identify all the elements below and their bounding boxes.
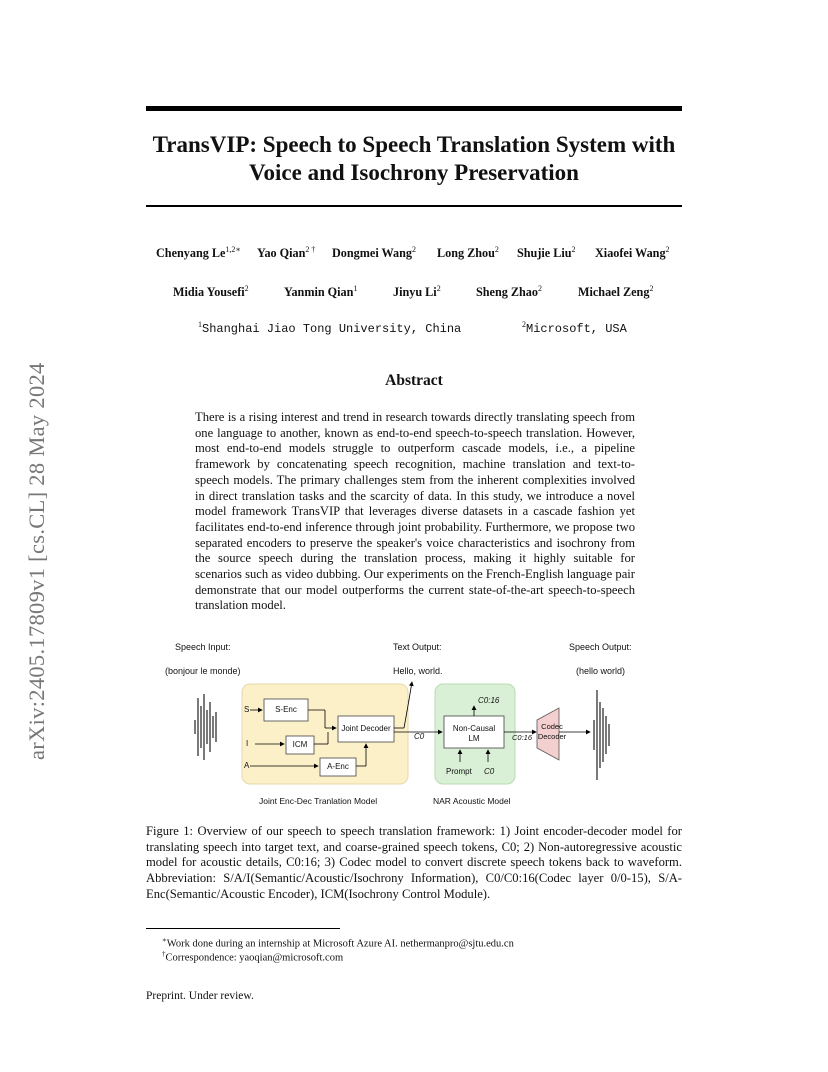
author-xiaofei-wang: Xiaofei Wang$^2$ bbox=[595, 245, 670, 261]
author-michael-zeng: Michael Zeng$^2$ bbox=[578, 284, 654, 300]
input-s-label: S bbox=[244, 705, 250, 714]
s-enc-label: S-Enc bbox=[275, 705, 297, 714]
arxiv-stamp: arXiv:2405.17809v1 [cs.CL] 28 May 2024 bbox=[24, 362, 49, 760]
affiliation-2: $^2$Microsoft, USA bbox=[522, 320, 627, 336]
abstract-text: There is a rising interest and trend in research towards directly translating speech from one language to another, known as end-to-end speech-to-speech translation. However, most end-to-end models struggle to outperform cascade models, i.e., a pipeline framework by concatenating speech recognition, machine translation and text-to-speech models. The primary challenges stem from the inherent complexities involved in direct translation tasks and the scarcity of data. In this study, we introduce a novel model framework TransVIP that leverages diverse datasets in a cascade fashion yet facilitates end-to-end inference through joint probability. Furthermore, we propose two separated encoders to preserve the speaker's voice characteristics and isochrony from the source speech during the translation process, making it highly suitable for scenarios such as video dubbing. Our experiments on the French-English language pair demonstrate that our model outperforms the current state-of-the-art speech-to-speech translation model. bbox=[195, 410, 635, 613]
output-waveform bbox=[594, 690, 609, 780]
author-long-zhou: Long Zhou$^2$ bbox=[437, 245, 499, 261]
author-chenyang-le: Chenyang $Le^{1,2∗}$ bbox=[156, 245, 241, 261]
footnote-1: ∗Work done during an internship at Microsoft Azure AI. nethermanpro@sjtu.edu.cn bbox=[162, 936, 514, 950]
input-i-label: I bbox=[246, 739, 249, 748]
non-causal-lm-label: Non-Causal LM bbox=[452, 724, 496, 743]
paper-title bbox=[146, 131, 682, 187]
author-dongmei-wang: Dongmei Wang$^2$ bbox=[332, 245, 417, 261]
author-jinyu-li: Jinyu Li$^2$ bbox=[393, 284, 441, 300]
preprint-note: Preprint. Under review. bbox=[146, 990, 254, 1002]
title-bottom-rule bbox=[146, 205, 682, 207]
text-output-text: Hello, world. bbox=[393, 666, 443, 676]
author-shujie-liu: Shujie Liu$^2$ bbox=[517, 245, 576, 261]
codec-decoder-label: Codec Decoder bbox=[537, 722, 567, 741]
author-sheng-zhao: Sheng Zhao$^2$ bbox=[476, 284, 542, 300]
footnote-2: †Correspondence: yaoqian@microsoft.com bbox=[162, 950, 344, 964]
joint-model-caption: Joint Enc-Dec Tranlation Model bbox=[259, 796, 378, 806]
author-midia-yousefi: Midia Yousefi$^2$ bbox=[173, 284, 249, 300]
footnote-rule bbox=[146, 928, 340, 929]
c0-label-nar: C0 bbox=[484, 767, 495, 776]
speech-output-text: (hello world) bbox=[576, 666, 626, 676]
title-top-rule bbox=[146, 106, 682, 111]
c0-16-label-nar: C0:16 bbox=[478, 696, 500, 705]
joint-decoder-label: Joint Decoder bbox=[341, 724, 391, 733]
title-line-2: Voice and Isochrony Preservation bbox=[249, 160, 579, 185]
input-waveform bbox=[195, 694, 216, 760]
a-enc-label: A-Enc bbox=[327, 762, 349, 771]
input-a-label: A bbox=[244, 761, 250, 770]
prompt-label: Prompt bbox=[446, 767, 472, 776]
speech-input-label: Speech Input: bbox=[175, 642, 231, 652]
title-line-1: TransVIP: Speech to Speech Translation System with bbox=[152, 132, 676, 157]
author-yao-qian: Yao Qian$^{2 \dagger}$ bbox=[257, 245, 316, 261]
nar-model-caption: NAR Acoustic Model bbox=[433, 796, 511, 806]
author-yanmin-qian: Yanmin Qian$^1$ bbox=[284, 284, 358, 300]
abstract-heading: Abstract bbox=[385, 372, 443, 389]
figure-1 bbox=[160, 636, 672, 811]
speech-output-label: Speech Output: bbox=[569, 642, 632, 652]
icm-label: ICM bbox=[292, 740, 308, 749]
c0-label-joint: C0 bbox=[414, 732, 425, 741]
figure-diagram bbox=[160, 636, 672, 811]
c0-16-label-codec: C0:16 bbox=[512, 733, 533, 742]
text-output-label: Text Output: bbox=[393, 642, 442, 652]
affiliation-1: $^1$Shanghai Jiao Tong University, China bbox=[198, 320, 462, 336]
speech-input-text: (bonjour le monde) bbox=[165, 666, 241, 676]
figure-caption: Figure 1: Overview of our speech to speech translation framework: 1) Joint encoder-decoder model for translating speech into target text, and coarse-grained speech tokens, C0; 2) Non-autoregressive acoustic model for acoustic details, C0:16; 3) Codec model to convert discrete speech tokens back to waveform. Abbreviation: S/A/I(Semantic/Acoustic/Isochrony Information), C0/C0:16(Codec layer 0/0-15), S/A-Enc(Semantic/Acoustic Encoder), ICM(Isochrony Control Module). bbox=[146, 824, 682, 901]
